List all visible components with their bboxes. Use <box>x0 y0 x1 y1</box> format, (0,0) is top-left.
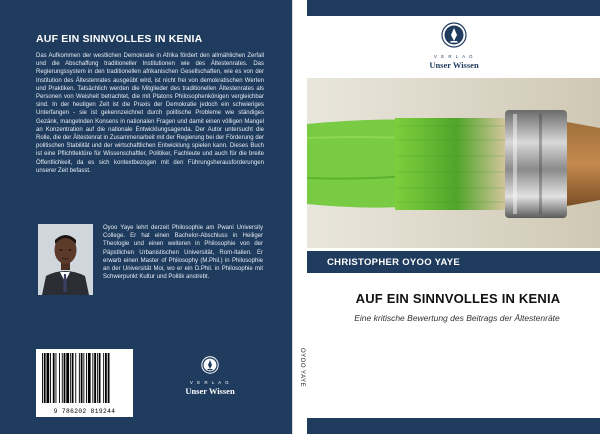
publisher-logo-front <box>413 22 495 70</box>
lamp-emblem-icon <box>441 22 467 48</box>
barcode-bar <box>92 353 93 403</box>
barcode-bar <box>70 353 71 403</box>
front-bottom-bar <box>307 418 600 434</box>
barcode-bar <box>79 353 80 403</box>
barcode-bar <box>97 353 98 403</box>
barcode-bar <box>59 353 60 403</box>
book-spine <box>292 0 308 434</box>
barcode-bar <box>75 353 76 403</box>
barcode-bar <box>81 353 83 403</box>
publisher-name: Unser Wissen <box>429 60 479 70</box>
barcode-bar <box>99 353 101 403</box>
back-cover-blurb: Das Aufkommen der westlichen Demokratie in Afrika fördert den allmählichen Zerfall und die Abschaffung traditioneller Institutionen wie des Ältestenrates. Das Regierungssystem in den traditionellen afrikanischen Gesellschaften, wie es von der Institution des Ältestenrates ausgeübt wird, ist nicht frei von demokratischen Werten und Praktiken. Tatsächlich werden die Mitglieder des traditionellen Ältestenrates als Personen von Weisheit betrachtet, die mit Platons Philosophenkönigen vergleichbar sind. In der heutigen Zeit ist die Praxis der Demokratie jedoch ein schwieriges Unterfangen - sie ist gekennzeichnet durch politische Probleme wie ständiges Gezänk, mangelnden Konsens in nationalen Fragen und damit einen völligen Mangel an Konzentration auf die nationale Entwicklungsagenda. Der Autor untersucht die Rolle, die der Ältestenrat in Zusammenarbeit mit der Regierung bei der Förderung der politischen Stabilität und der wirtschaftlichen Entwicklung spielen kann. Dieses Buch ist eine Pflichtlektüre für Wissenschaftler, Politiker, Fachleute und auch für die breite Öffentlichkeit, da es sich kontextbezogen mit den Führungsherausforderungen unserer Zeit befasst. <box>36 53 264 174</box>
green-paintbrush-icon <box>307 78 600 248</box>
author-band <box>307 251 600 273</box>
barcode-bar <box>62 353 63 403</box>
author-portrait-icon <box>38 224 93 295</box>
barcode-bar <box>56 353 57 403</box>
spine-author: OYOO YAYE <box>299 348 305 388</box>
front-top-bar <box>307 0 600 16</box>
barcode-bar <box>50 353 51 403</box>
barcode-bar <box>103 353 104 403</box>
barcode-bar <box>64 353 66 403</box>
barcode-number: 9 786202 819244 <box>53 408 116 415</box>
back-cover <box>0 0 292 434</box>
barcode-bar <box>105 353 107 403</box>
barcode-bar <box>66 353 69 403</box>
barcode-bar <box>108 353 110 403</box>
barcode-bars <box>36 349 133 407</box>
publisher-verlag-label: V E R L A G <box>189 380 231 385</box>
publisher-verlag-label: V E R L A G <box>433 54 475 59</box>
barcode-bar <box>44 353 46 403</box>
barcode-bar <box>88 353 91 403</box>
back-cover-title: AUF EIN SINNVOLLES IN KENIA <box>36 33 203 45</box>
front-author-name: CHRISTOPHER OYOO YAYE <box>327 257 461 268</box>
barcode-bar <box>86 353 87 403</box>
front-cover-title: AUF EIN SINNVOLLES IN KENIA <box>355 291 561 306</box>
barcode-bar <box>47 353 50 403</box>
author-photo <box>38 224 93 295</box>
barcode-bar <box>53 353 55 403</box>
publisher-name: Unser Wissen <box>185 386 235 396</box>
front-cover <box>307 0 600 434</box>
barcode-bar <box>72 353 74 403</box>
barcode-bar <box>83 353 84 403</box>
barcode-bar <box>42 353 43 403</box>
front-cover-subtitle: Eine kritische Bewertung des Beitrags der Ältestenräte <box>354 313 560 323</box>
cover-image <box>307 78 600 248</box>
isbn-barcode <box>36 349 133 417</box>
author-bio: Oyoo Yaye lehrt derzeit Philosophie am Pwani University College. Er hat einen Bachelor-Abschluss in Heiliger Theologie und einen weiteren in Philosophie von der Päpstlichen Urbanistischen Universität, Rom-Italien. Er erwarb einen Master of Philosophy (M.Phil.) in Philosophie an der Universität Moi, wo er ein D.Phil. in Philosophie mit Schwerpunkt Kultur und Politik anstrebt. <box>103 225 263 281</box>
lamp-emblem-icon <box>201 356 219 374</box>
publisher-logo-back <box>170 356 250 396</box>
barcode-bar <box>94 353 96 403</box>
